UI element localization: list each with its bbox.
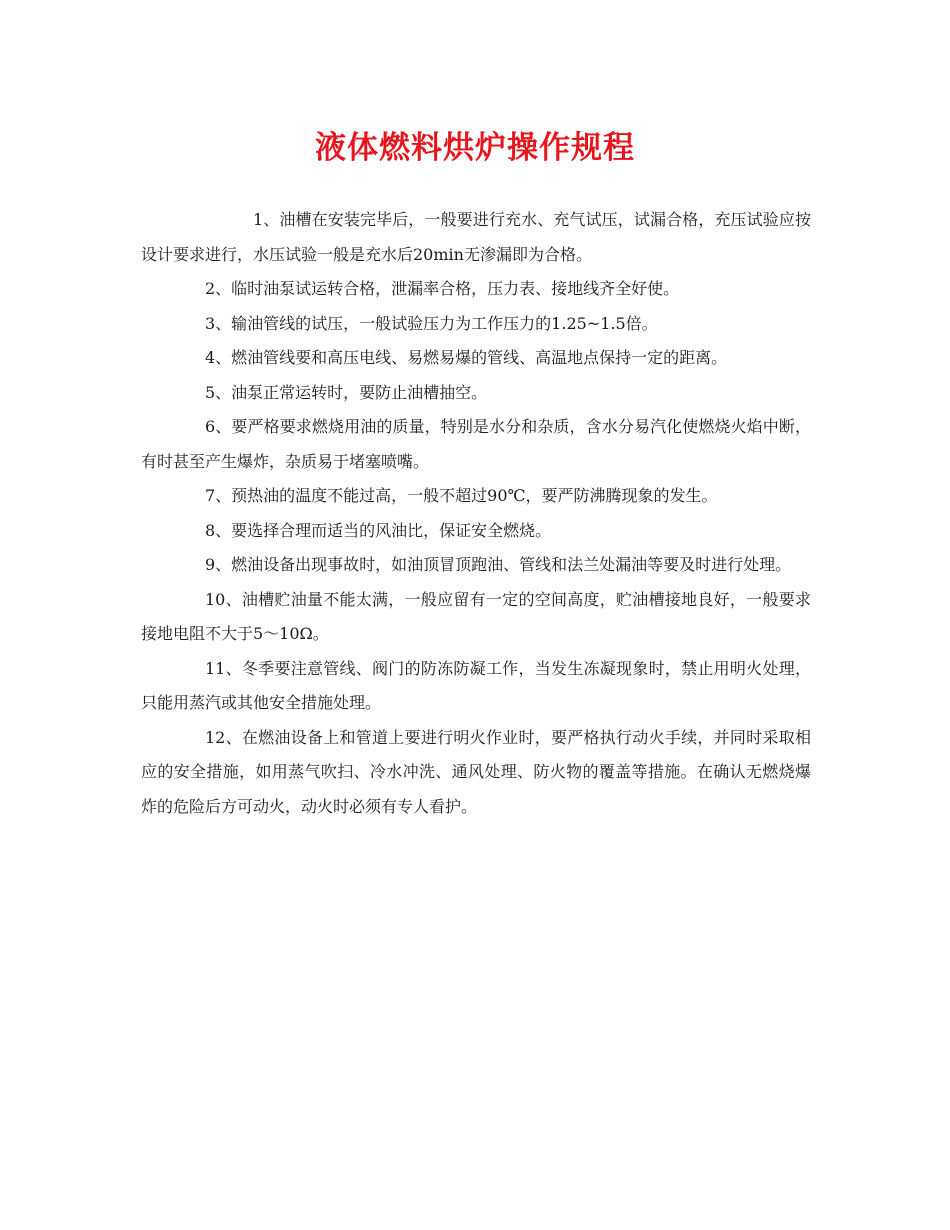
document-body	[141, 203, 811, 824]
paragraph-10: 10、油槽贮油量不能太满，一般应留有一定的空间高度，贮油槽接地良好，一般要求接地电阻不大于5～10Ω。	[141, 589, 811, 643]
paragraph-5: 5、油泵正常运转时，要防止油槽抽空。	[205, 382, 488, 402]
paragraph-2: 2、临时油泵试运转合格，泄漏率合格，压力表、接地线齐全好使。	[205, 279, 680, 298]
paragraph-1: 1、油槽在安装完毕后，一般要进行充水、充气试压，试漏合格，充压试验应按设计要求进行，水压试验一般是充水后20min无渗漏即为合格。	[141, 210, 811, 264]
paragraph-7: 7、预热油的温度不能过高，一般不超过90℃，要严防沸腾现象的发生。	[205, 486, 718, 505]
document-title: 液体燃料烘炉操作规程	[315, 130, 635, 166]
paragraph-4: 4、燃油管线要和高压电线、易燃易爆的管线、高温地点保持一定的距离。	[205, 348, 728, 367]
paragraph-11: 11、冬季要注意管线、阀门的防冻防凝工作，当发生冻凝现象时，禁止用明火处理，只能用蒸汽或其他安全措施处理。	[141, 658, 811, 712]
paragraph-3: 3、输油管线的试压，一般试验压力为工作压力的1.25~1.5倍。	[205, 313, 658, 333]
paragraph-9: 9、燃油设备出现事故时，如油顶冒顶跑油、管线和法兰处漏油等要及时进行处理。	[205, 555, 792, 574]
paragraph-12: 12、在燃油设备上和管道上要进行明火作业时，要严格执行动火手续，并同时采取相应的安全措施，如用蒸气吹扫、冷水冲洗、通风处理、防火物的覆盖等措施。在确认无燃烧爆炸的危险后方可动火，动火时必须有专人看护。	[141, 727, 811, 816]
paragraph-6: 6、要严格要求燃烧用油的质量，特别是水分和杂质，含水分易汽化使燃烧火焰中断，有时甚至产生爆炸，杂质易于堵塞喷嘴。	[141, 417, 811, 471]
paragraph-8: 8、要选择合理而适当的风油比，保证安全燃烧。	[205, 520, 552, 540]
